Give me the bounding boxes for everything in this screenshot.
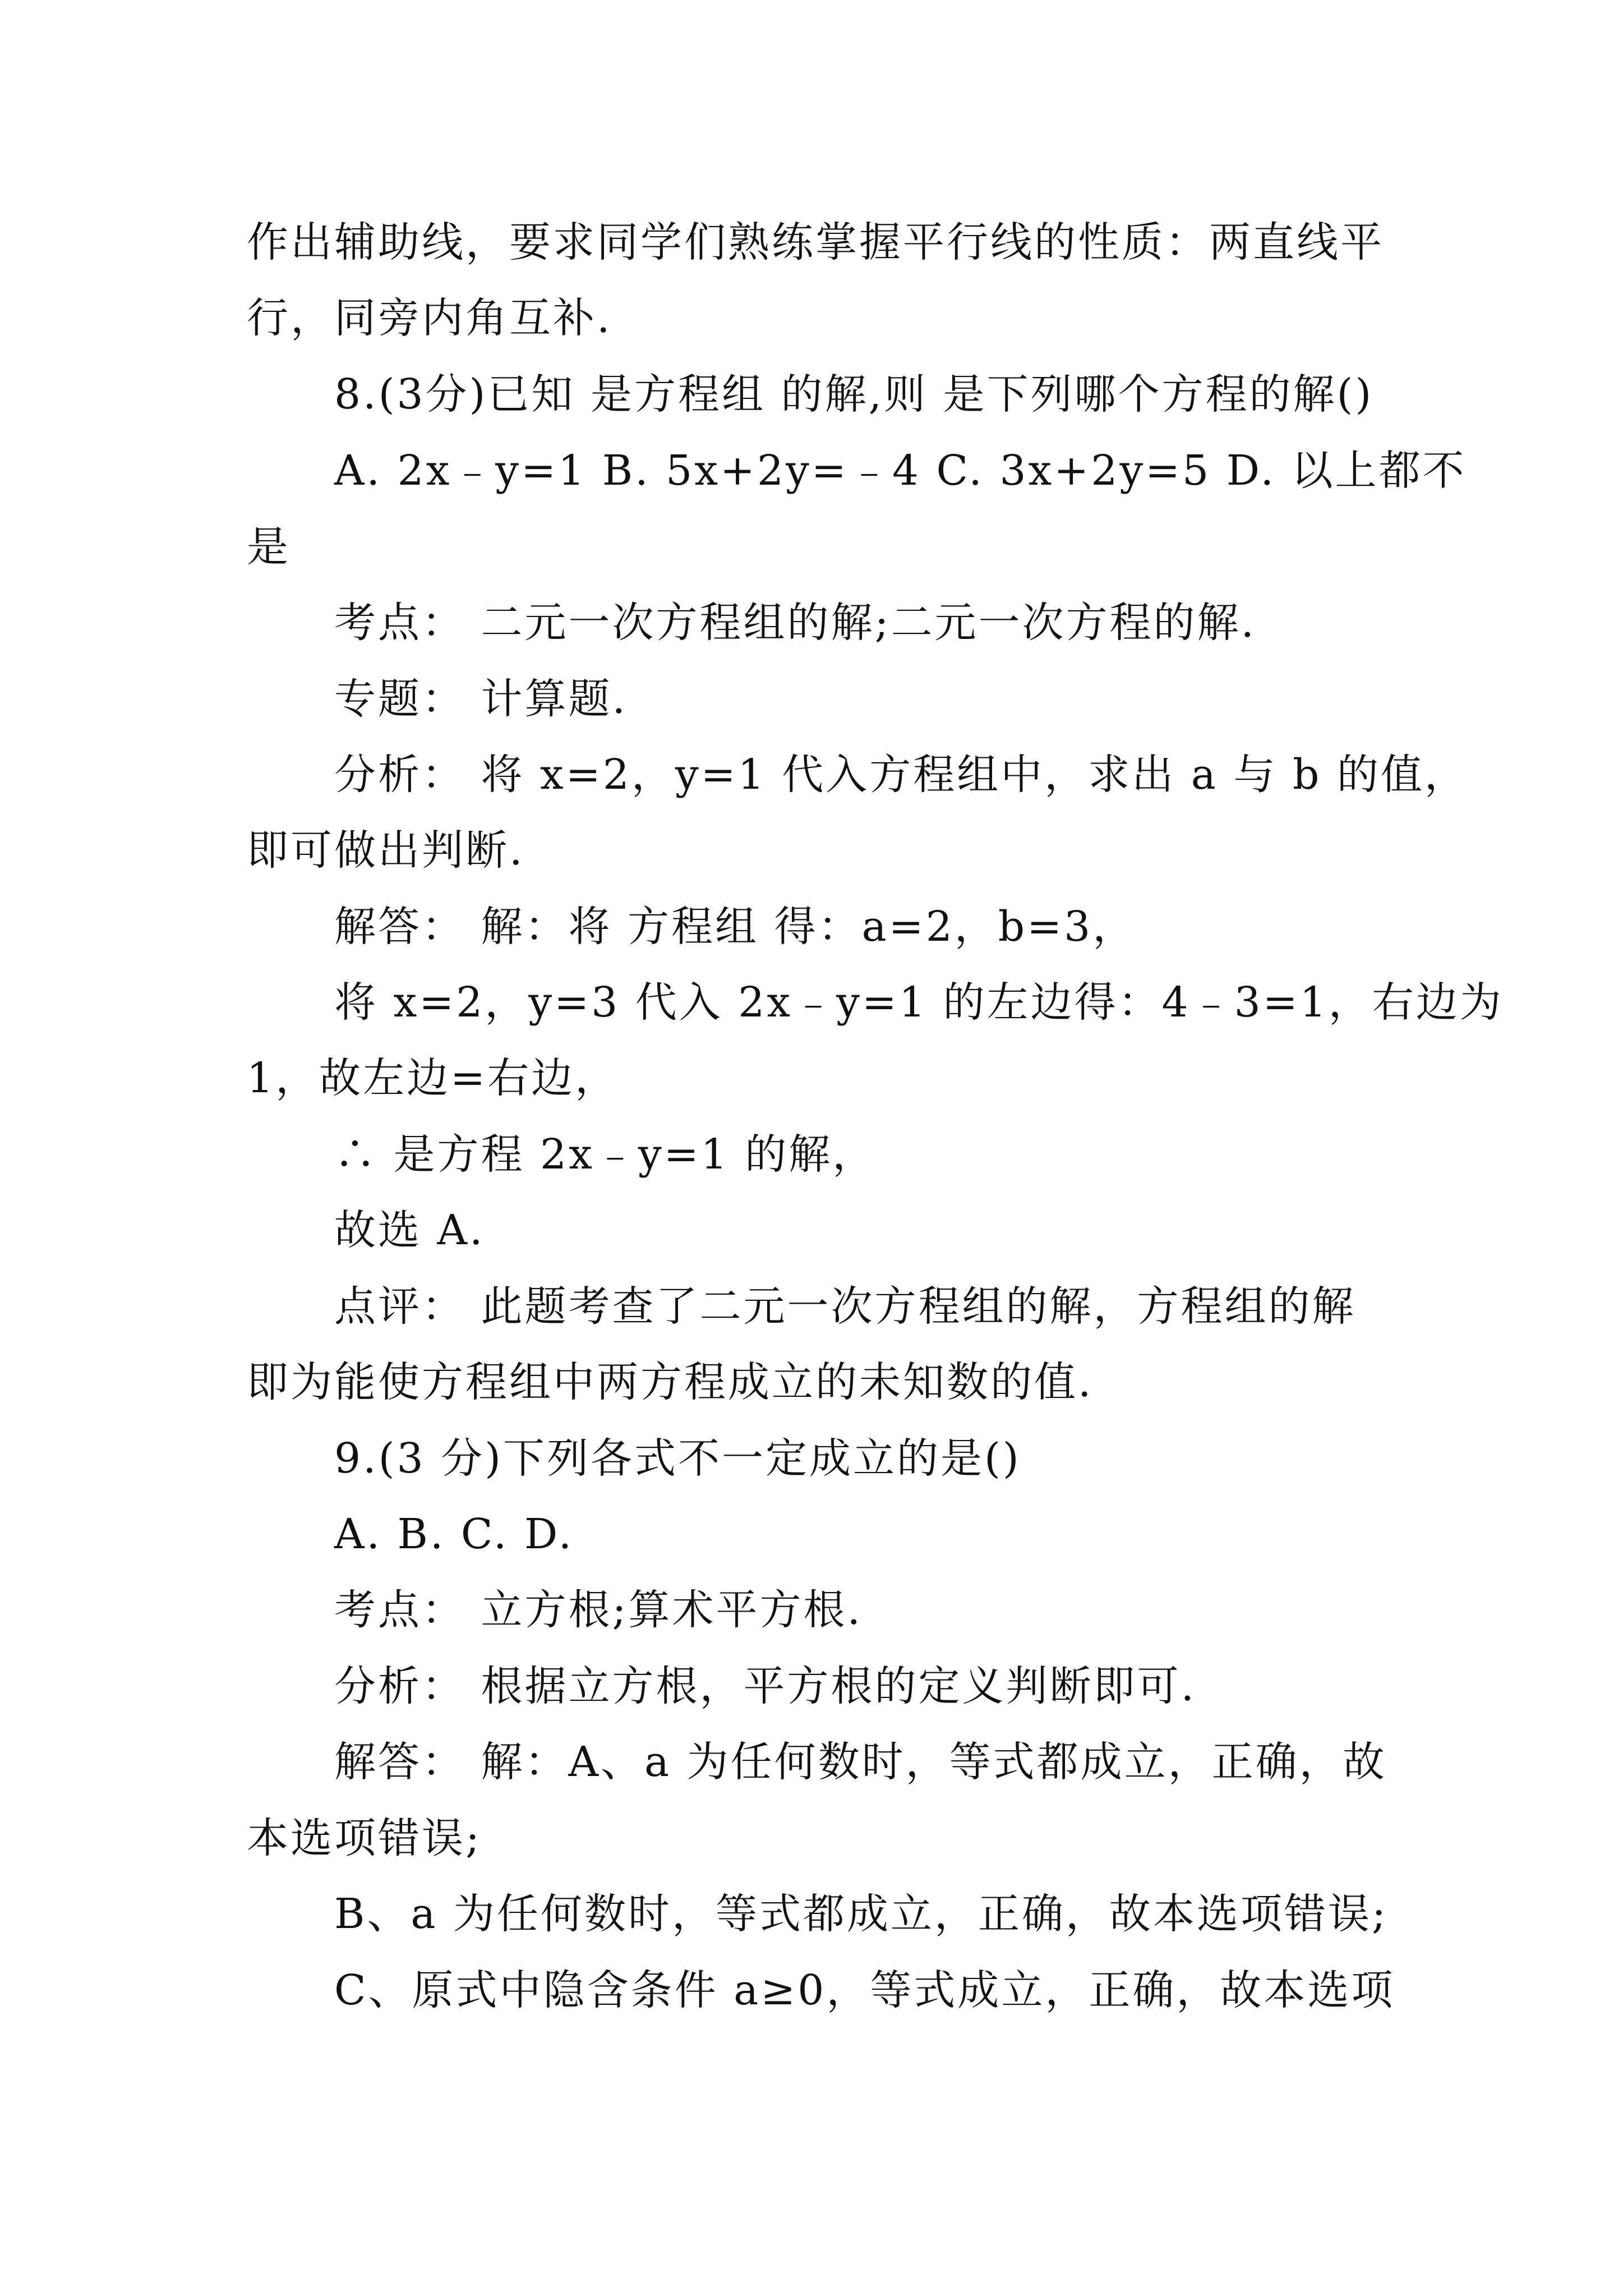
topic-label: 考点： 二元一次方程组的解;二元一次方程的解. <box>334 599 1256 647</box>
analysis-text: 分析： 将 x=2，y=1 代入方程组中，求出 a 与 b 的值， <box>334 751 1468 799</box>
text-line: 将 x=2，y=3 代入 2x﹣y=1 的左边得：4﹣3=1，右边为 <box>334 978 1504 1027</box>
text-line: 故选 A. <box>334 1206 485 1254</box>
topic-label: 考点： 立方根;算术平方根. <box>334 1586 863 1634</box>
text-line: 是 <box>247 523 291 571</box>
comment-text: 点评： 此题考查了二元一次方程组的解，方程组的解 <box>334 1282 1356 1331</box>
question-8-options: A. 2x﹣y=1 B. 5x+2y=﹣4 C. 3x+2y=5 D. 以上都不 <box>334 447 1467 495</box>
question-9-options: A. B. C. D. <box>334 1510 574 1558</box>
text-line: 即为能使方程组中两方程成立的未知数的值. <box>247 1358 1094 1406</box>
category-label: 专题： 计算题. <box>334 675 628 723</box>
text-line: 作出辅助线，要求同学们熟练掌握平行线的性质：两直线平 <box>247 218 1384 266</box>
text-line: 行，同旁内角互补. <box>247 294 612 342</box>
text-line: B、a 为任何数时，等式都成立，正确，故本选项错误; <box>334 1890 1388 1938</box>
text-line: ∴ 是方程 2x﹣y=1 的解， <box>334 1130 877 1179</box>
analysis-text: 分析： 根据立方根，平方根的定义判断即可. <box>334 1662 1197 1710</box>
question-8-stem: 8.(3分)已知 是方程组 的解,则 是下列哪个方程的解() <box>334 370 1374 418</box>
answer-text: 解答： 解：将 方程组 得：a=2，b=3， <box>334 903 1137 951</box>
text-line: 即可做出判断. <box>247 826 525 875</box>
text-line: C、原式中隐含条件 a≥0，等式成立，正确，故本选项 <box>334 1966 1395 2014</box>
text-line: 本选项错误; <box>247 1814 482 1862</box>
question-9-stem: 9.(3 分)下列各式不一定成立的是() <box>334 1434 1021 1483</box>
text-line: 1，故左边=右边， <box>247 1054 619 1102</box>
answer-text: 解答： 解：A、a 为任何数时，等式都成立，正确，故 <box>334 1738 1387 1786</box>
